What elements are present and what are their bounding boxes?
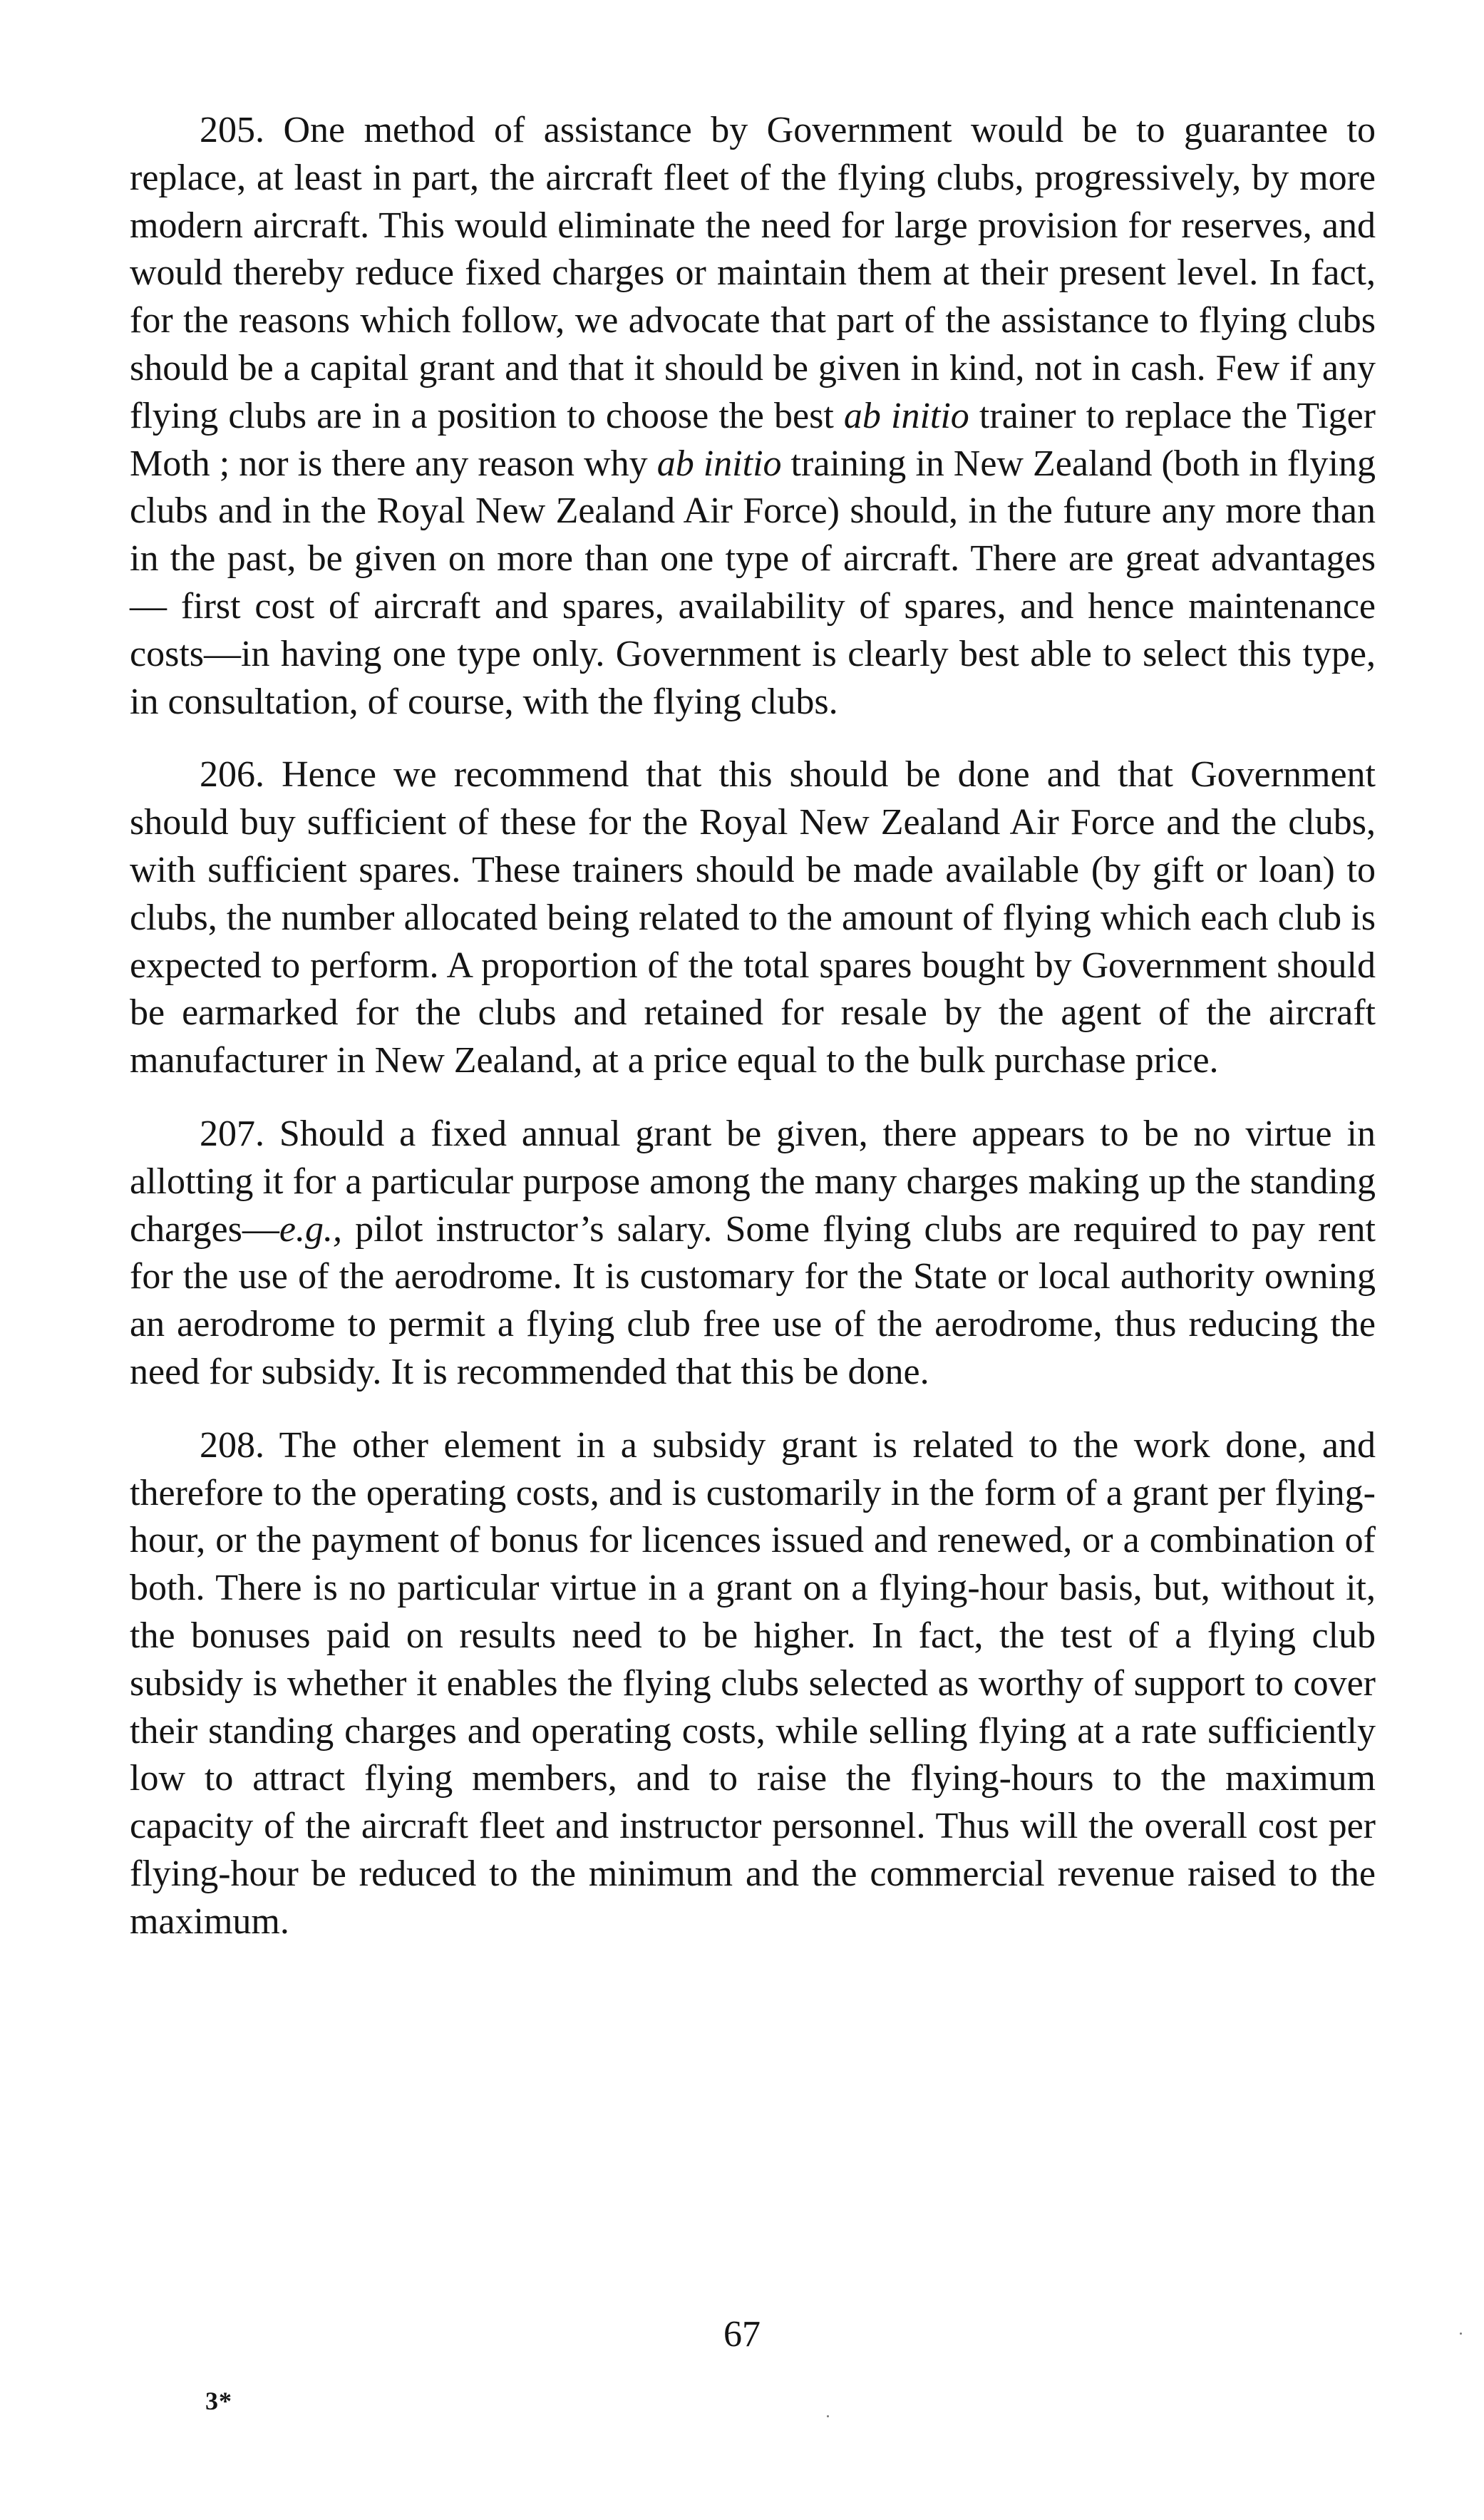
paragraph-207	[130, 1111, 1376, 1397]
italic-ab-initio: ab initio	[656, 443, 782, 484]
paragraph-208	[130, 1422, 1376, 1946]
page-number: 67	[723, 2314, 761, 2355]
paragraph-207-text-2: pilot instructor’s salary. Some flying clubs are required to pay rent for the use of the aerodrome. It is customary for the State or local authority owning an aerodrome to permit a flying club free use of the aerodrome, thus reducing the need for subsidy. It is recommended that this be done.	[130, 1208, 1376, 1392]
paragraph-206	[130, 751, 1376, 1085]
signature-mark: 3*	[205, 2387, 232, 2415]
paragraph-205-text-2: trainer to replace the Tiger Moth ; nor is there any reason why	[130, 395, 1376, 484]
italic-eg: e.g.,	[279, 1208, 342, 1250]
scan-speck	[1460, 2333, 1462, 2335]
paragraph-205-text-3: training in New Zealand (both in flying clubs and in the Royal New Zealand Air Force) should, in the future any more than in the past, be given on more than one type of aircraft. There are great advantages— first cost of aircraft and spares, availability of spares, and hence maintenance costs—in having one type only. Government is clearly best able to select this type, in consultation, of course, with the flying clubs.	[130, 443, 1376, 722]
paragraph-208-text: 208. The other element in a subsidy grant is related to the work done, and therefore to the operating costs, and is customarily in the form of a grant per flying-hour, or the payment of bonus for licences issued and renewed, or a combination of both. There is no particular virtue in a grant on a flying-hour basis, but, without it, the bonuses paid on results need to be higher. In fact, the test of a flying club subsidy is whether it enables the flying clubs selected as worthy of support to cover their standing charges and operating costs, while selling flying at a rate sufficiently low to attract flying members, and to raise the flying-hours to the maximum capacity of the aircraft fleet and instructor personnel. Thus will the overall cost per flying-hour be reduced to the minimum and the commercial revenue raised to the maximum.	[130, 1424, 1376, 1942]
paragraph-206-text: 206. Hence we recommend that this should be done and that Government should buy sufficient of these for the Royal New Zealand Air Force and the clubs, with sufficient spares. These trainers should be made available (by gift or loan) to clubs, the number allocated being related to the amount of flying which each club is expected to perform. A proportion of the total spares bought by Government should be earmarked for the clubs and retained for resale by the agent of the aircraft manufacturer in New Zealand, at a price equal to the bulk purchase price.	[130, 754, 1376, 1081]
page-body	[130, 107, 1376, 1971]
scan-speck	[827, 2415, 829, 2417]
paragraph-205	[130, 107, 1376, 726]
paragraph-207-text-1: 207. Should a fixed annual grant be given, there appears to be no virtue in allotting it for a particular purpose among the many charges making up the standing charges—	[130, 1113, 1376, 1250]
italic-ab-initio: ab initio	[843, 395, 969, 436]
paragraph-205-text-1: 205. One method of assistance by Government would be to guarantee to replace, at least in part, the aircraft fleet of the flying clubs, progressively, by more modern aircraft. This would eliminate the need for large provision for reserves, and would thereby reduce fixed charges or maintain them at their present level. In fact, for the reasons which follow, we advocate that part of the assistance to flying clubs should be a capital grant and that it should be given in kind, not in cash. Few if any flying clubs are in a position to choose the best	[130, 110, 1376, 436]
